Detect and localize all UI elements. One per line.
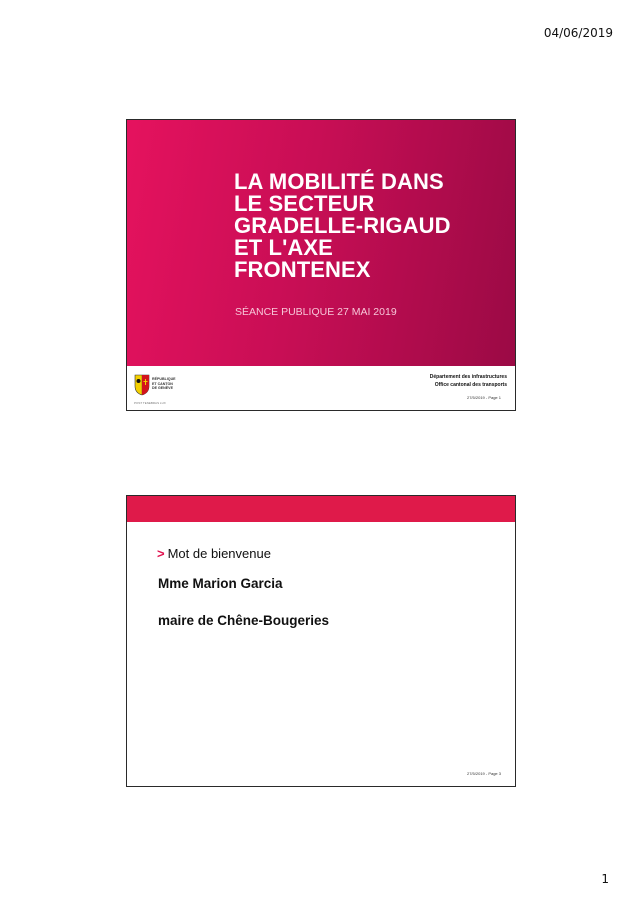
slide-footer-date: 27/5/2019 - Page 3: [466, 771, 501, 776]
department-info: [430, 373, 507, 389]
office-name: Office cantonal des transports: [434, 382, 507, 388]
slide-title: LA MOBILITÉ DANS LE SECTEUR GRADELLE-RIGAUD ET L'AXE FRONTENEX: [234, 169, 451, 282]
geneva-coat-of-arms-icon: [134, 374, 150, 396]
slide-footer-date: 27/5/2019 - Page 1: [466, 395, 501, 400]
page-number: 1: [601, 872, 609, 886]
logo-text: RÉPUBLIQUE ET CANTON DE GENÈVE: [152, 377, 176, 390]
logo-caption: POST TENEBRAS LUX: [134, 401, 166, 405]
department-name: Département des infrastructures: [429, 374, 507, 380]
slide-header-bar: [127, 496, 515, 522]
chevron-right-icon: >: [157, 546, 165, 561]
slide-thumbnail-2: [126, 495, 516, 787]
speaker-name: Mme Marion Garcia: [158, 576, 283, 591]
slide-thumbnail-1: [126, 119, 516, 411]
slide-footer: [127, 366, 515, 410]
slide-subtitle: SÉANCE PUBLIQUE 27 MAI 2019: [235, 306, 397, 318]
speaker-role: maire de Chêne-Bougeries: [158, 613, 330, 628]
bullet-text: Mot de bienvenue: [167, 546, 271, 561]
page-date: 04/06/2019: [543, 26, 613, 40]
title-band: [127, 120, 515, 366]
bullet-item: [157, 546, 271, 561]
